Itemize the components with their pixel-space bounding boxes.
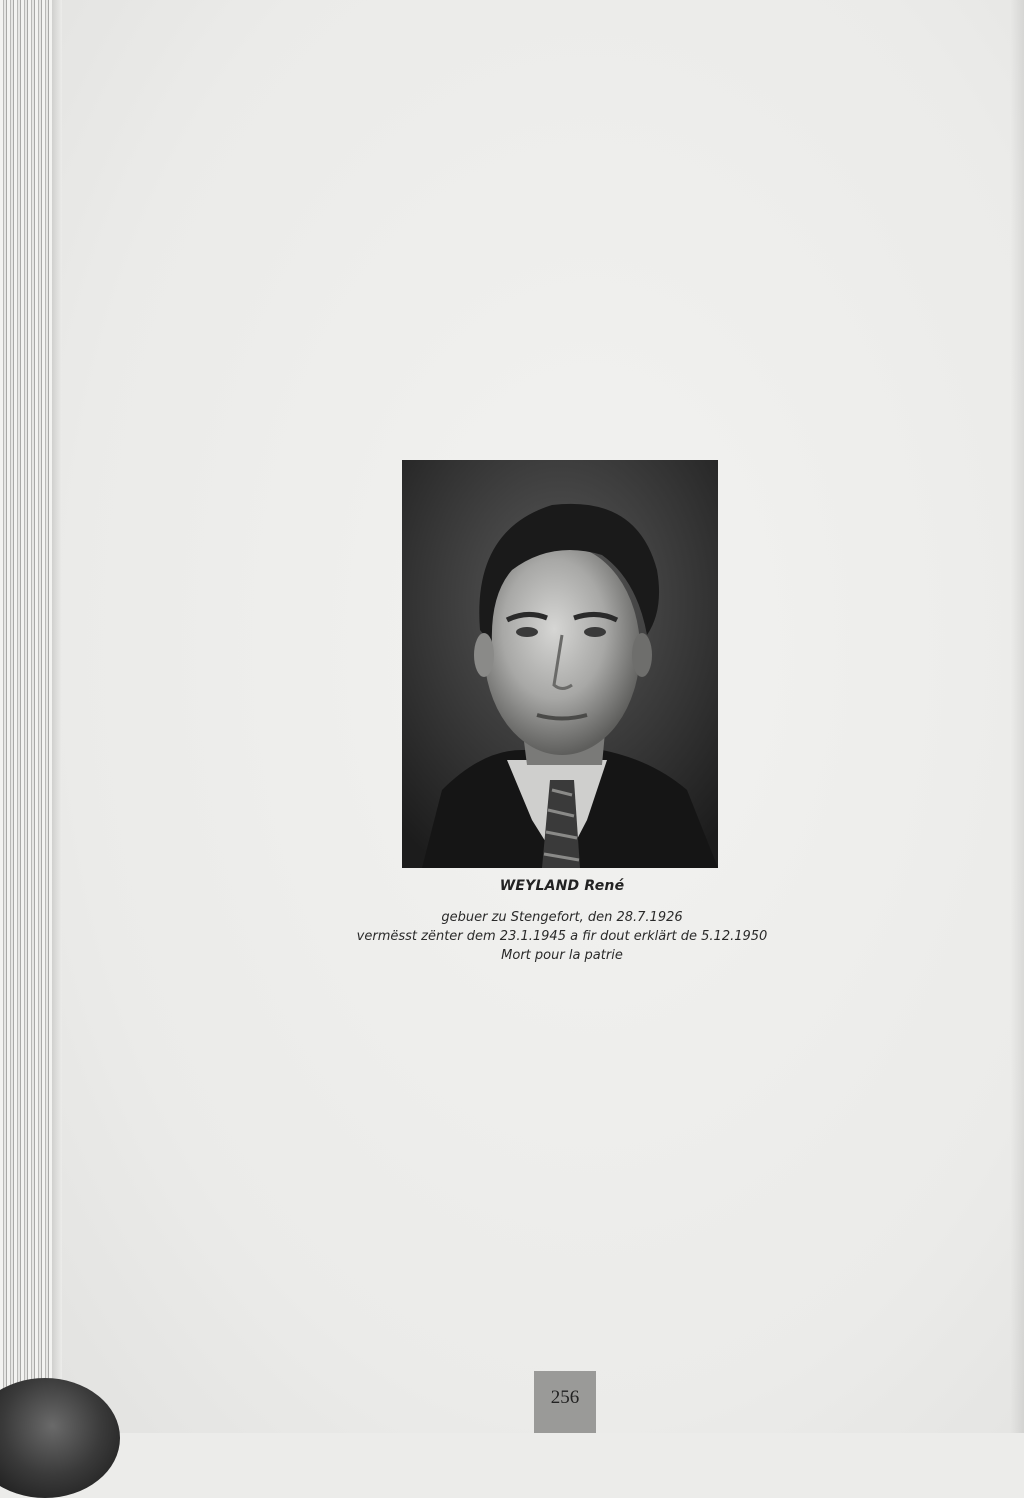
missing-line: vermësst zënter dem 23.1.1945 a fir dout erklärt de 5.12.1950 — [356, 929, 768, 944]
tribute-line: Mort pour la patrie — [501, 948, 623, 963]
book-page-edges — [0, 0, 62, 1433]
page-number-box — [534, 1371, 596, 1433]
portrait-photo — [402, 460, 718, 868]
page-shadow — [1010, 0, 1024, 1433]
page-number: 256 — [550, 1387, 580, 1408]
person-name: WEYLAND René — [499, 878, 625, 894]
portrait-illustration — [402, 460, 718, 868]
caption-block — [262, 878, 862, 965]
birth-line: gebuer zu Stengefort, den 28.7.1926 — [441, 910, 683, 925]
